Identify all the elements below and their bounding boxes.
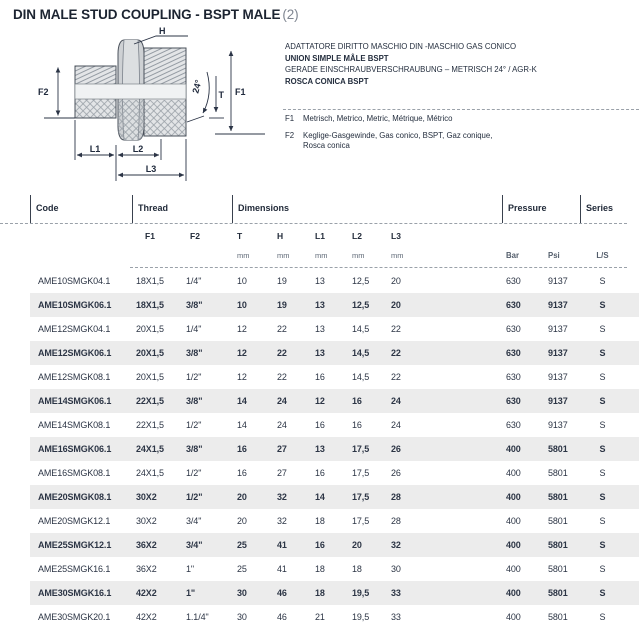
cell-l3: 20 [391,300,401,310]
fitting-body [75,40,186,140]
unit-psi: Psi [548,251,560,260]
cell-h: 27 [277,444,287,454]
notes-divider [283,109,639,110]
table-units-row [30,251,639,265]
cell-h: 46 [277,588,287,598]
cell-code: AME30SMGK16.1 [38,588,112,598]
cell-series: S [599,588,606,598]
cell-l2: 17,5 [352,516,370,526]
cell-code: AME30SMGK20.1 [38,612,111,622]
cell-l1: 13 [315,300,325,310]
cell-thread-f1: 22X1,5 [136,420,164,430]
note-f2-key: F2 [285,131,295,140]
cell-thread-f2: 3/8" [186,396,203,406]
note-f1-key: F1 [285,114,295,123]
cell-l2: 17,5 [352,468,370,478]
cell-t: 14 [237,396,247,406]
cell-l2: 19,5 [352,588,370,598]
dim-label-f1: F1 [235,87,246,97]
cell-l1: 21 [315,612,325,622]
cell-l1: 14 [315,492,325,502]
cell-series: S [599,444,606,454]
dim-label-l2: L2 [132,144,144,154]
cell-thread-f1: 18X1,5 [136,276,164,286]
cell-series: S [599,300,606,310]
cell-h: 22 [277,372,287,382]
cell-code: AME20SMGK12.1 [38,516,111,526]
cell-thread-f2: 1/2" [186,372,202,382]
cell-l3: 33 [391,612,401,622]
cell-pressure-psi: 5801 [548,564,568,574]
table-row [30,461,639,485]
cell-thread-f1: 42X2 [136,588,157,598]
cell-pressure-psi: 9137 [548,276,568,286]
page-title-text: DIN MALE STUD COUPLING - BSPT MALE [13,7,281,22]
cell-l1: 13 [315,444,325,454]
col-header-f1: F1 [145,231,155,241]
cell-code: AME14SMGK08.1 [38,420,111,430]
col-header-l1: L1 [315,231,325,241]
cell-l3: 28 [391,516,401,526]
note-f2 [285,131,503,151]
cell-series: S [599,396,606,406]
cell-t: 12 [237,324,247,334]
cell-pressure-psi: 5801 [548,492,568,502]
cell-h: 19 [277,276,287,286]
cell-l2: 18 [352,564,362,574]
group-header-thread: Thread [132,195,232,223]
dim-label-h: H [159,26,166,36]
cell-code: AME12SMGK08.1 [38,372,111,382]
cell-series: S [599,540,606,550]
unit-bar: Bar [506,251,520,260]
page-title-suffix: (2) [282,7,299,22]
cell-t: 25 [237,564,247,574]
table-column-header [30,224,639,251]
description-line-it: ADATTATORE DIRITTO MASCHIO DIN -MASCHIO GAS CONICO [285,42,517,51]
cell-thread-f1: 42X2 [136,612,157,622]
cell-pressure-bar: 400 [506,444,521,454]
table-row [30,341,639,365]
cell-l2: 14,5 [352,348,370,358]
cell-l1: 16 [315,540,325,550]
cell-pressure-psi: 5801 [548,468,568,478]
cell-thread-f2: 3/8" [186,348,203,358]
cell-pressure-bar: 400 [506,516,521,526]
cell-pressure-bar: 400 [506,468,521,478]
cell-pressure-bar: 400 [506,492,521,502]
note-f2-text: Keglige-Gasgewinde, Gas conico, BSPT, Gaz conique, Rosca conica [303,131,493,150]
cell-series: S [599,516,606,526]
table-row [30,269,639,293]
cell-thread-f1: 20X1,5 [136,372,164,382]
cell-h: 19 [277,300,287,310]
note-f1-text: Metrisch, Metrico, Metric, Métrique, Métrico [303,114,453,123]
cell-l3: 20 [391,276,401,286]
cell-thread-f2: 3/4" [186,516,202,526]
cell-thread-f1: 20X1,5 [136,348,164,358]
cell-thread-f1: 36X2 [136,564,157,574]
cell-pressure-psi: 5801 [548,612,568,622]
description-line-de: GERADE EINSCHRAUBVERSCHRAUBUNG – METRISCH 24° / AGR-K [285,65,537,74]
cell-thread-f2: 1/4" [186,276,202,286]
cell-pressure-psi: 9137 [548,396,568,406]
col-header-t: T [237,231,243,241]
cell-pressure-psi: 5801 [548,588,568,598]
cell-l3: 30 [391,564,401,574]
unit-mm-l3: mm [391,251,404,260]
cell-pressure-psi: 9137 [548,348,568,358]
table-body [0,269,639,629]
table-row [30,389,639,413]
cell-h: 22 [277,348,287,358]
cell-l2: 17,5 [352,444,370,454]
cell-l1: 18 [315,588,325,598]
cell-series: S [599,372,606,382]
cell-t: 10 [237,276,247,286]
cell-thread-f2: 1/2" [186,468,202,478]
cell-l2: 20 [352,540,362,550]
cell-code: AME10SMGK04.1 [38,276,111,286]
cell-pressure-psi: 9137 [548,420,568,430]
cell-code: AME25SMGK16.1 [38,564,111,574]
cell-series: S [599,612,606,622]
product-descriptions [285,41,635,87]
cell-code: AME12SMGK04.1 [38,324,111,334]
col-header-f2: F2 [190,231,200,241]
cell-t: 10 [237,300,247,310]
cell-h: 27 [277,468,287,478]
cell-thread-f2: 3/8" [186,444,203,454]
cell-l3: 22 [391,324,401,334]
cell-l2: 14,5 [352,372,370,382]
cell-h: 32 [277,492,287,502]
cell-t: 16 [237,444,247,454]
cell-t: 14 [237,420,247,430]
dim-label-t: T [218,90,224,100]
table-row [30,533,639,557]
cell-pressure-bar: 630 [506,372,521,382]
cell-series: S [599,276,606,286]
cell-pressure-psi: 5801 [548,444,568,454]
cell-l1: 18 [315,564,325,574]
cell-l3: 28 [391,492,401,502]
cell-pressure-bar: 400 [506,612,521,622]
cell-h: 41 [277,540,287,550]
table-row [30,413,639,437]
description-line-es: ROSCA CONICA BSPT [285,76,369,86]
unit-mm-h: mm [277,251,290,260]
technical-drawing-fitting [18,26,270,190]
cell-series: S [599,468,606,478]
unit-ls: L/S [596,251,609,260]
table-row [30,365,639,389]
cell-l2: 17,5 [352,492,370,502]
cell-l3: 26 [391,444,401,454]
cell-l3: 24 [391,396,401,406]
cell-thread-f1: 30X2 [136,492,157,502]
cell-l1: 16 [315,372,325,382]
col-header-l3: L3 [391,231,401,241]
cell-l3: 32 [391,540,401,550]
dim-label-f2: F2 [38,87,49,97]
table-row [30,557,639,581]
cell-thread-f2: 1/2" [186,492,203,502]
cell-code: AME16SMGK08.1 [38,468,111,478]
table-row [30,293,639,317]
cell-code: AME20SMGK08.1 [38,492,112,502]
cell-series: S [599,324,606,334]
unit-mm-l1: mm [315,251,328,260]
cell-t: 30 [237,588,247,598]
cell-thread-f2: 1/4" [186,324,202,334]
group-header-dimensions: Dimensions [232,195,502,223]
cell-l3: 33 [391,588,401,598]
note-f1 [285,114,452,124]
cell-h: 46 [277,612,287,622]
cell-l1: 12 [315,396,325,406]
group-header-code: Code [30,195,132,223]
dim-label-l1: L1 [89,144,101,154]
cell-l2: 16 [352,420,362,430]
cell-series: S [599,348,606,358]
cell-code: AME16SMGK06.1 [38,444,112,454]
cell-code: AME12SMGK06.1 [38,348,112,358]
cell-t: 20 [237,516,247,526]
cell-code: AME25SMGK12.1 [38,540,112,550]
cell-t: 16 [237,468,247,478]
cell-pressure-psi: 5801 [548,516,568,526]
cell-h: 32 [277,516,287,526]
table-row [30,509,639,533]
cell-pressure-psi: 9137 [548,324,568,334]
group-header-series: Series [580,195,625,223]
cell-h: 41 [277,564,287,574]
cell-thread-f2: 3/4" [186,540,203,550]
cell-l2: 19,5 [352,612,370,622]
cell-thread-f2: 1/2" [186,420,202,430]
cell-l1: 13 [315,276,325,286]
cell-thread-f1: 22X1,5 [136,396,164,406]
table-row [30,437,639,461]
cell-thread-f1: 18X1,5 [136,300,164,310]
table-group-header [30,195,639,223]
col-header-l2: L2 [352,231,362,241]
cell-pressure-bar: 400 [506,540,521,550]
cell-pressure-bar: 630 [506,276,521,286]
cell-pressure-psi: 5801 [548,540,568,550]
product-table [0,195,639,629]
cell-h: 24 [277,396,287,406]
cell-pressure-psi: 9137 [548,300,568,310]
table-row [30,485,639,509]
cell-l3: 22 [391,372,401,382]
cell-l2: 14,5 [352,324,370,334]
cell-thread-f1: 30X2 [136,516,157,526]
cell-l1: 13 [315,324,325,334]
cell-t: 20 [237,492,247,502]
cell-l1: 18 [315,516,325,526]
cell-l1: 16 [315,468,325,478]
unit-mm-l2: mm [352,251,365,260]
cell-l3: 24 [391,420,401,430]
cell-series: S [599,420,606,430]
cell-thread-f2: 1.1/4" [186,612,209,622]
cell-code: AME10SMGK06.1 [38,300,112,310]
dim-label-angle: 24° [190,78,204,95]
table-divider-header [130,267,627,268]
cell-thread-f2: 3/8" [186,300,203,310]
cell-pressure-bar: 630 [506,396,521,406]
cell-l1: 16 [315,420,325,430]
cell-l2: 16 [352,396,362,406]
page-title [13,7,299,22]
cell-l3: 26 [391,468,401,478]
unit-mm-t: mm [237,251,250,260]
group-header-pressure: Pressure [502,195,580,223]
cell-pressure-bar: 400 [506,588,521,598]
cell-t: 30 [237,612,247,622]
cell-pressure-psi: 9137 [548,372,568,382]
cell-pressure-bar: 630 [506,300,521,310]
cell-code: AME14SMGK06.1 [38,396,112,406]
cell-t: 12 [237,348,247,358]
cell-thread-f1: 20X1,5 [136,324,164,334]
cell-series: S [599,492,606,502]
table-row [30,581,639,605]
cell-thread-f2: 1" [186,564,195,574]
cell-pressure-bar: 630 [506,324,521,334]
cell-thread-f1: 24X1,5 [136,444,164,454]
cell-pressure-bar: 630 [506,420,521,430]
dim-label-l3: L3 [145,164,157,174]
cell-l1: 13 [315,348,325,358]
col-header-h: H [277,231,284,241]
cell-series: S [599,564,606,574]
cell-l2: 12,5 [352,276,370,286]
cell-l2: 12,5 [352,300,370,310]
cell-thread-f1: 24X1,5 [136,468,164,478]
description-line-fr: UNION SIMPLE MÂLE BSPT [285,53,389,63]
cell-l3: 22 [391,348,401,358]
cell-h: 22 [277,324,287,334]
cell-thread-f2: 1" [186,588,196,598]
cell-t: 25 [237,540,247,550]
cell-thread-f1: 36X2 [136,540,157,550]
cell-h: 24 [277,420,287,430]
cell-pressure-bar: 400 [506,564,521,574]
table-row [30,605,639,629]
table-row [30,317,639,341]
cell-t: 12 [237,372,247,382]
cell-pressure-bar: 630 [506,348,521,358]
